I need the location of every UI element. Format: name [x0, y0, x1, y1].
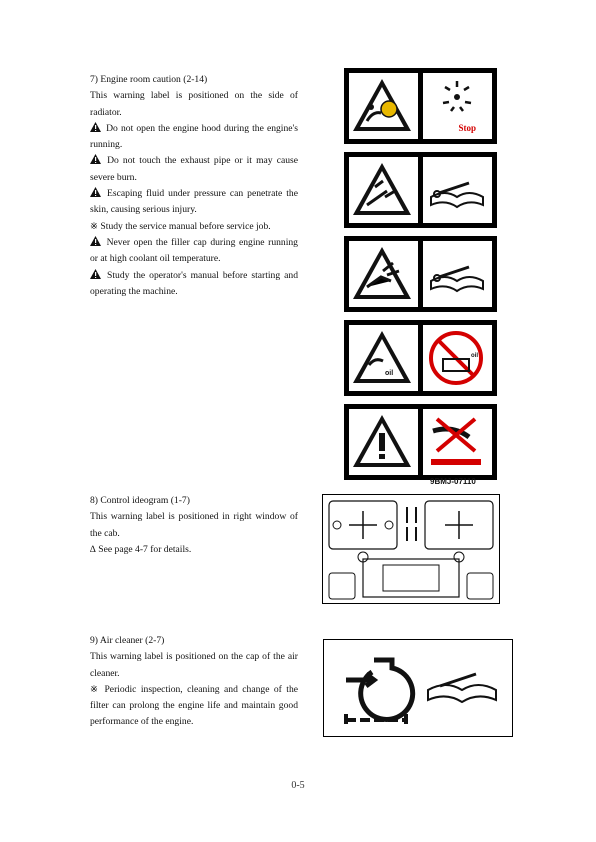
decal-fan — [344, 68, 497, 144]
warning-triangle-icon — [90, 269, 101, 279]
hot-exhaust-icon — [349, 157, 416, 223]
decal-code-label: 9BMJ-07110 — [430, 477, 476, 486]
hot-oil-icon — [349, 325, 416, 391]
warning-item — [90, 268, 298, 301]
warning-text: Never open the filler cap during engine running or at high coolant oil temperature. — [90, 236, 298, 265]
decal-cell — [349, 241, 418, 307]
section-intro: This warning label is positioned on the side of radiator. — [90, 90, 298, 118]
section-heading: 8) Control ideogram (1-7) — [90, 495, 190, 506]
decal-exhaust — [344, 152, 497, 228]
decal-cell — [349, 73, 418, 139]
warning-triangle-icon — [90, 236, 101, 246]
section-intro: This warning label is positioned on the cap of the air cleaner. — [90, 651, 298, 679]
page-number: 0-5 — [291, 780, 305, 791]
note-text: ∆ See page 4-7 for details. — [90, 543, 192, 555]
decal-cell — [423, 241, 492, 307]
warning-triangle-icon — [90, 122, 101, 132]
decal-cell — [423, 409, 492, 475]
oil-label: oil — [471, 353, 478, 359]
decal-pressure — [344, 236, 497, 312]
rotating-fan-stop-icon — [423, 73, 490, 139]
section-heading: 7) Engine room caution (2-14) — [90, 74, 208, 85]
section-intro: This warning label is positioned in right window of the cab. — [90, 511, 298, 539]
warning-text: Study the operator's manual before starting and operating the machine. — [90, 269, 298, 297]
decal-cell — [423, 157, 492, 223]
engine-room-decal-stack — [344, 68, 497, 488]
warning-item — [90, 186, 298, 219]
warning-text: Escaping fluid under pressure can penetrate the skin, causing serious injury. — [90, 188, 298, 216]
warning-triangle-icon — [90, 154, 101, 164]
section-engine-room-caution — [90, 72, 298, 300]
warning-item — [90, 235, 298, 268]
air-cleaner-decal — [323, 639, 513, 737]
warning-text: Do not touch the exhaust pipe or it may cause severe burn. — [90, 155, 298, 183]
warning-item — [90, 121, 298, 154]
section-control-ideogram — [90, 493, 298, 558]
exclamation-triangle-icon — [349, 409, 416, 475]
joystick-control-icon — [323, 495, 498, 602]
no-open-cap-icon — [423, 325, 490, 391]
warning-item — [90, 153, 298, 186]
section-heading: 9) Air cleaner (2-7) — [90, 635, 165, 646]
section-air-cleaner — [90, 633, 298, 731]
warning-triangle-icon — [90, 187, 101, 197]
manual-wrench-icon — [423, 241, 490, 307]
oil-label: oil — [385, 370, 394, 377]
decal-cell — [349, 409, 418, 475]
control-ideogram-decal — [322, 494, 500, 604]
fan-entanglement-icon — [349, 73, 416, 139]
decal-cell — [423, 325, 492, 391]
decal-cell — [349, 325, 418, 391]
manual-wrench-icon — [423, 157, 490, 223]
decal-general-warning — [344, 404, 497, 480]
pressure-fluid-icon — [349, 241, 416, 307]
stop-label: Stop — [458, 123, 476, 133]
note-text: ※ Study the service manual before service job. — [90, 220, 271, 232]
warning-text: Do not open the engine hood during the engine's running. — [90, 122, 298, 151]
air-cleaner-icon — [324, 640, 512, 736]
manual-wrench-icon — [428, 674, 496, 702]
decal-hot-oil — [344, 320, 497, 396]
decal-cell — [423, 73, 492, 139]
note-text: ※ Periodic inspection, cleaning and change of the filter can prolong the engine life and maintain good performance of the engine. — [90, 683, 298, 728]
hand-burn-icon — [423, 409, 490, 475]
decal-cell — [349, 157, 418, 223]
